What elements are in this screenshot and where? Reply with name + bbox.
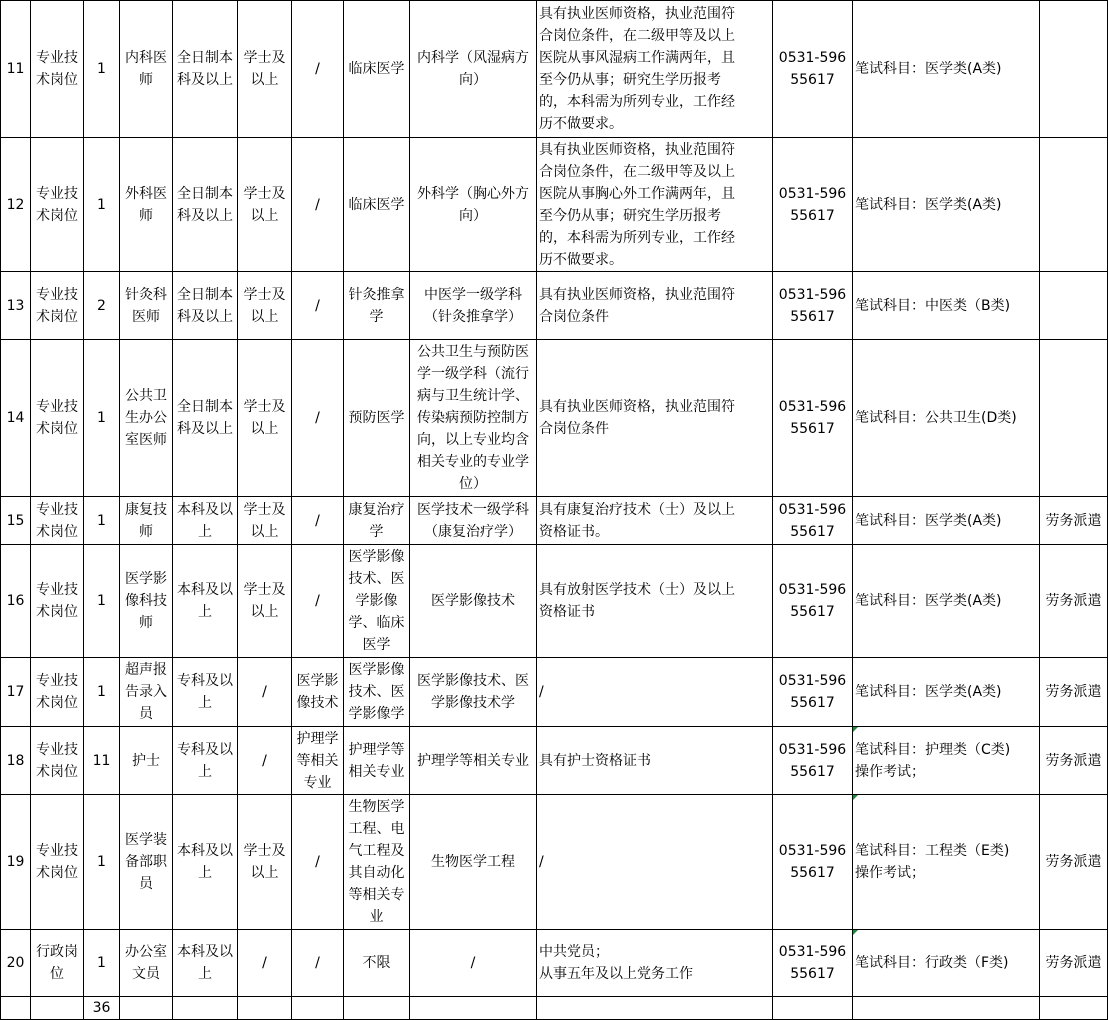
position-category: 专业技术岗位 [31,138,84,272]
position-name: 内科医师 [120,1,173,138]
requirement-line: 至今仍从事；研究生学历报考 [539,207,721,224]
major-junior-college: 医学影像技术 [292,658,344,727]
row-number: 13 [1,272,31,340]
other-requirements [537,138,773,272]
major-junior-college: 护理学等相关专业 [292,727,344,795]
other-requirements [537,340,773,497]
requirement-line: 具有护士资格证书 [539,752,651,769]
education-requirement: 专科及以上 [173,727,238,795]
exam-line: 笔试科目：医学类(A类) [855,512,1002,529]
exam-subjects [853,795,1040,930]
note [1040,1,1108,138]
major-junior-college: / [292,930,344,997]
note: 劳务派遣 [1040,545,1108,658]
empty-cell [173,997,238,1020]
exam-line: 操作考试； [855,865,925,881]
other-requirements [537,727,773,795]
other-requirements [537,658,773,727]
position-category: 专业技术岗位 [31,1,84,138]
empty-cell [292,997,344,1020]
requirement-line: 合岗位条件 [539,421,609,437]
major-graduate: 生物医学工程 [410,795,537,930]
degree-requirement: / [238,658,292,727]
requirement-line: 从事五年及以上党务工作 [539,966,693,982]
degree-requirement: 学士及以上 [238,795,292,930]
requirement-line: 具有康复治疗技术（士）及以上 [539,501,735,518]
table-row [1,138,1108,272]
contact-phone: 0531-59655617 [773,545,853,658]
hiring-count: 1 [84,658,120,727]
education-requirement: 全日制本科及以上 [173,138,238,272]
hiring-count: 1 [84,1,120,138]
table-row [1,795,1108,930]
requirement-line: 具有执业医师资格，执业范围符 [539,399,735,415]
requirement-line: 合岗位条件，在二级甲等及以上 [539,28,735,44]
empty-cell [410,997,537,1020]
degree-requirement: / [238,727,292,795]
position-category: 专业技术岗位 [31,658,84,727]
position-name: 外科医师 [120,138,173,272]
contact-phone: 0531-59655617 [773,795,853,930]
major-graduate: 中医学一级学科（针灸推拿学） [410,272,537,340]
contact-phone: 0531-59655617 [773,930,853,997]
position-category: 专业技术岗位 [31,795,84,930]
comment-indicator [853,727,858,732]
empty-cell [537,997,773,1020]
position-category: 专业技术岗位 [31,497,84,545]
hiring-count: 11 [84,727,120,795]
education-requirement: 全日制本科及以上 [173,340,238,497]
degree-requirement: 学士及以上 [238,1,292,138]
major-junior-college: / [292,340,344,497]
degree-requirement: 学士及以上 [238,340,292,497]
total-count: 36 [84,997,120,1020]
exam-subjects [853,497,1040,545]
position-name: 康复技师 [120,497,173,545]
hiring-count: 1 [84,138,120,272]
requirement-line: 具有执业医师资格，执业范围符 [539,141,735,158]
major-undergraduate: 临床医学 [344,1,410,138]
position-category: 专业技术岗位 [31,545,84,658]
hiring-count: 1 [84,497,120,545]
requirement-line: 资格证书 [539,604,595,620]
hiring-count: 2 [84,272,120,340]
major-undergraduate: 康复治疗学 [344,497,410,545]
exam-line: 笔试科目：行政类（F类) [855,955,1009,971]
major-graduate: 医学技术一级学科（康复治疗学） [410,497,537,545]
education-requirement: 全日制本科及以上 [173,272,238,340]
major-junior-college: / [292,545,344,658]
exam-line: 笔试科目：医学类(A类) [855,684,1002,700]
table-row [1,930,1108,997]
empty-cell [853,997,1040,1020]
education-requirement: 全日制本科及以上 [173,1,238,138]
major-graduate: 公共卫生与预防医学一级学科（流行病与卫生统计学、传染病预防控制方向，以上专业均含相关专业的专业学位） [410,340,537,497]
row-number: 19 [1,795,31,930]
requirement-line: 具有执业医师资格，执业范围符 [539,6,735,22]
contact-phone: 0531-59655617 [773,1,853,138]
education-requirement: 本科及以上 [173,545,238,658]
note [1040,340,1108,497]
education-requirement: 专科及以上 [173,658,238,727]
major-graduate: 护理学等相关专业 [410,727,537,795]
hiring-count: 1 [84,545,120,658]
exam-line: 笔试科目：医学类(A类) [855,61,1002,77]
requirement-line: 至今仍从事；研究生学历报考 [539,72,721,88]
major-junior-college: / [292,138,344,272]
major-junior-college: / [292,1,344,138]
position-name: 护士 [120,727,173,795]
position-name: 医学装备部职员 [120,795,173,930]
comment-indicator [853,930,858,935]
empty-cell [344,997,410,1020]
requirement-line: 合岗位条件 [539,308,609,325]
position-name: 公共卫生办公室医师 [120,340,173,497]
exam-line: 笔试科目：医学类(A类) [855,593,1002,609]
degree-requirement: 学士及以上 [238,272,292,340]
degree-requirement: 学士及以上 [238,497,292,545]
exam-line: 笔试科目：护理类（C类) [855,741,1011,758]
position-name: 办公室文员 [120,930,173,997]
row-number: 12 [1,138,31,272]
table-row [1,545,1108,658]
requirement-line: 的，本科需为所列专业，工作经 [539,94,735,110]
exam-line: 笔试科目：医学类(A类) [855,196,1002,213]
row-number: 18 [1,727,31,795]
position-name: 医学影像科技师 [120,545,173,658]
note: 劳务派遣 [1040,930,1108,997]
requirement-line: 医院从事风湿病工作满两年，且 [539,50,735,66]
major-undergraduate: 医学影像技术、医学影像学 [344,658,410,727]
degree-requirement: / [238,930,292,997]
note [1040,138,1108,272]
major-graduate: 医学影像技术 [410,545,537,658]
position-category: 专业技术岗位 [31,272,84,340]
requirement-line: / [539,854,544,870]
requirement-line: 医院从事胸心外工作满两年，且 [539,185,735,202]
contact-phone: 0531-59655617 [773,272,853,340]
table-row [1,272,1108,340]
empty-cell [773,997,853,1020]
major-junior-college: / [292,795,344,930]
major-graduate: 内科学（风湿病方向） [410,1,537,138]
contact-phone: 0531-59655617 [773,727,853,795]
empty-cell [31,997,84,1020]
requirement-line: 的，本科需为所列专业，工作经 [539,229,735,246]
exam-subjects [853,545,1040,658]
contact-phone: 0531-59655617 [773,340,853,497]
note [1040,272,1108,340]
empty-cell [120,997,173,1020]
exam-subjects [853,340,1040,497]
requirement-line: 历不做要求。 [539,251,623,268]
exam-subjects [853,1,1040,138]
education-requirement: 本科及以上 [173,930,238,997]
position-category: 专业技术岗位 [31,340,84,497]
row-number: 11 [1,1,31,138]
note: 劳务派遣 [1040,727,1108,795]
exam-line: 笔试科目：工程类（E类) [855,843,1010,859]
other-requirements [537,497,773,545]
other-requirements [537,545,773,658]
requirement-line: 具有放射医学技术（士）及以上 [539,582,735,598]
position-name: 针灸科医师 [120,272,173,340]
other-requirements [537,795,773,930]
position-name: 超声报告录入员 [120,658,173,727]
major-undergraduate: 预防医学 [344,340,410,497]
major-graduate: 医学影像技术、医学影像技术学 [410,658,537,727]
exam-line: 操作考试； [855,763,925,780]
position-category: 专业技术岗位 [31,727,84,795]
row-number: 14 [1,340,31,497]
empty-cell [1,997,31,1020]
exam-subjects [853,272,1040,340]
requirement-line: 资格证书。 [539,523,609,540]
exam-subjects [853,138,1040,272]
note: 劳务派遣 [1040,497,1108,545]
comment-indicator [853,795,858,800]
note: 劳务派遣 [1040,795,1108,930]
table-row [1,658,1108,727]
table-body [1,1,1108,1020]
education-requirement: 本科及以上 [173,795,238,930]
total-row [1,997,1108,1020]
exam-line: 笔试科目：公共卫生(D类) [855,410,1017,426]
row-number: 17 [1,658,31,727]
major-graduate: 外科学（胸心外方向） [410,138,537,272]
exam-subjects [853,727,1040,795]
requirement-line: 合岗位条件，在二级甲等及以上 [539,163,735,180]
other-requirements [537,1,773,138]
major-graduate: / [410,930,537,997]
empty-cell [1040,997,1108,1020]
hiring-count: 1 [84,795,120,930]
exam-subjects [853,930,1040,997]
major-junior-college: / [292,497,344,545]
other-requirements [537,930,773,997]
row-number: 20 [1,930,31,997]
table-row [1,1,1108,138]
requirement-line: 历不做要求。 [539,116,623,132]
major-undergraduate: 护理学等相关专业 [344,727,410,795]
table-row [1,340,1108,497]
hiring-count: 1 [84,340,120,497]
major-undergraduate: 生物医学工程、电气工程及其自动化等相关专业 [344,795,410,930]
table-row [1,727,1108,795]
position-category: 行政岗位 [31,930,84,997]
degree-requirement: 学士及以上 [238,138,292,272]
major-junior-college: / [292,272,344,340]
major-undergraduate: 临床医学 [344,138,410,272]
requirement-line: 中共党员； [539,944,609,960]
exam-line: 笔试科目：中医类（B类) [855,297,1011,314]
contact-phone: 0531-59655617 [773,658,853,727]
table-row [1,497,1108,545]
major-undergraduate: 医学影像技术、医学影像学、临床医学 [344,545,410,658]
empty-cell [238,997,292,1020]
major-undergraduate: 不限 [344,930,410,997]
education-requirement: 本科及以上 [173,497,238,545]
contact-phone: 0531-59655617 [773,138,853,272]
requirement-line: / [539,684,544,700]
row-number: 15 [1,497,31,545]
major-undergraduate: 针灸推拿学 [344,272,410,340]
contact-phone: 0531-59655617 [773,497,853,545]
degree-requirement: 学士及以上 [238,545,292,658]
requirement-line: 具有执业医师资格，执业范围符 [539,286,735,303]
exam-subjects [853,658,1040,727]
hiring-count: 1 [84,930,120,997]
row-number: 16 [1,545,31,658]
note: 劳务派遣 [1040,658,1108,727]
other-requirements [537,272,773,340]
